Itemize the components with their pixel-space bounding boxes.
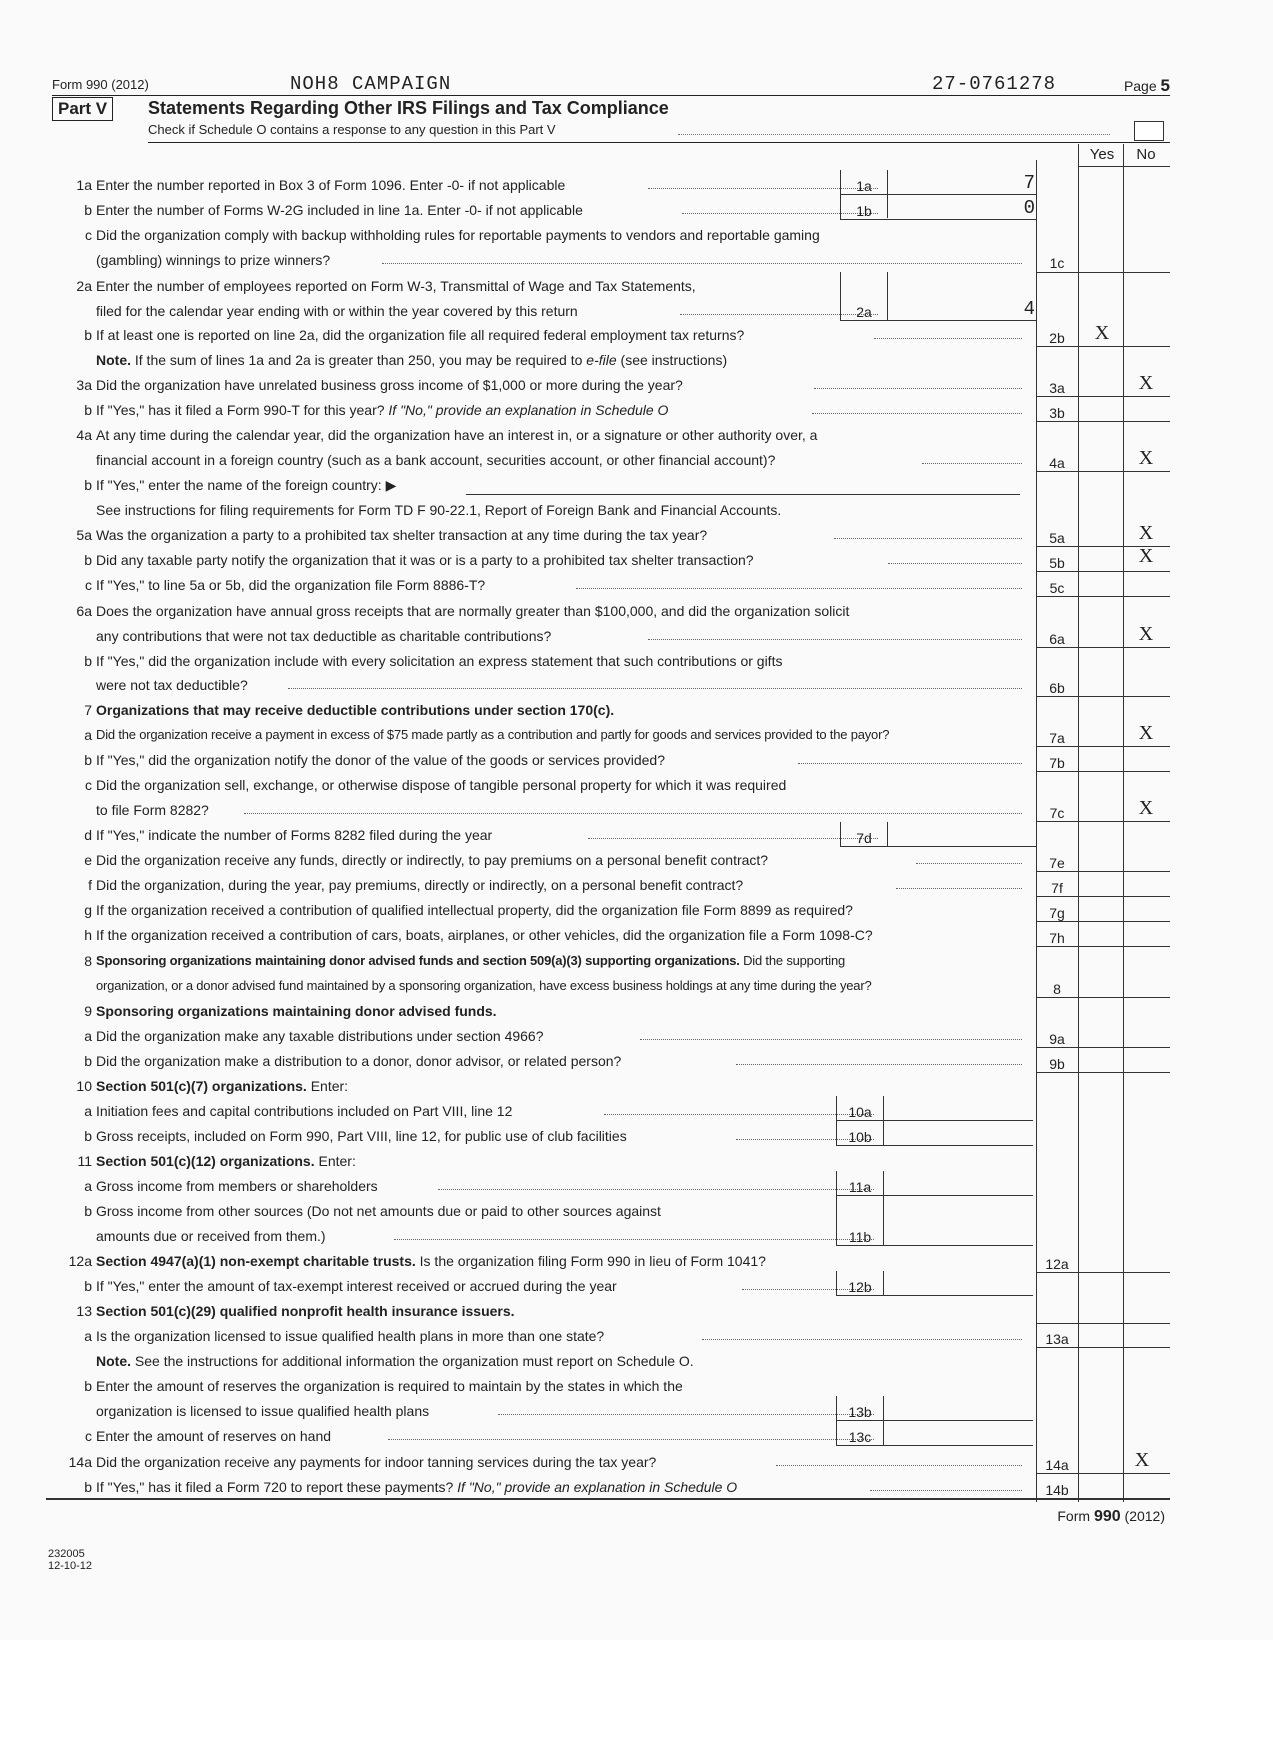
box-11a[interactable]: 11a: [836, 1171, 1033, 1196]
box-13b[interactable]: 13b: [836, 1396, 1033, 1421]
ein: 27-0761278: [932, 73, 1057, 95]
answer-7a-no[interactable]: X: [1138, 722, 1154, 744]
part-label: Part V: [52, 97, 113, 121]
footer-form-label: Form 990 (2012): [1057, 1508, 1165, 1525]
box-10b[interactable]: 10b: [836, 1121, 1033, 1146]
box-13c[interactable]: 13c: [836, 1421, 1033, 1446]
form-header: [52, 73, 1170, 96]
form-page: Form 990 (2012) NOH8 CAMPAIGN 27-0761278 Page 5 Part V Statements Regarding Other IRS Filings and Tax Compliance Check if Schedule O contains a response to any question in this Part V Yes No 1a Enter the number reported in Box 3 of Form 1096. Enter -0- if not applicable 1a 7 b Enter the number of Forms W-2G included in line 1a. Enter -0- if not applicable 1b 0 c Did the organization comply with backup withholding rules for reportable payments to vendors and reportable gaming (gambling) winnings to prize winners? 1c 2a Enter the number of employees reported on Form W-3, Transmittal of Wage and Tax Statements, filed for the calendar year ending with or within the year covered by this return 2a 4 b If at least one is reported on line 2a, did the organization file all required federal employment tax returns? 2b X Note. If the sum of lines 1a and 2a is greater than 250, you may be required to e-file (see instructions) 3a Did the organization have unrelated business gross income of $1,000 or more during the year? 3a X b If "Yes," has it filed a Form 990-T for this year? If "No," provide an explanation in Schedule O 3b 4a At any time during the calendar year, did the organization have an interest in, or a signature or other authority over, a financial account in a foreign country (such as a bank account, securities account, or other financial account)? 4a X b If "Yes," enter the name of the foreign country: ▶ See instructions for filing requirements for Form TD F 90-22.1, Report of Foreign Bank and Financial Accounts. 5a Was the organization a party to a prohibited tax shelter transaction at any time during the tax year? 5a X b Did any taxable party notify the organization that it was or is a party to a prohibited tax shelter transaction? 5b X c If "Yes," to line 5a or 5b, did the organization file Form 8886-T? 5c 6a Does the organization have annual gross receipts that are normally greater than $100,000, and did the organization solicit any contributions that were not tax deductible as charitable contributions? 6a X b If "Yes," did the organization include with every solicitation an express statement that such contributions or gifts were not tax deductible? 6b 7 Organizations that may receive deductible contributions under section 170(c). a Did the organization receive a payment in excess of $75 made partly as a contribution and partly for goods and services provided to the payor? 7a X b If "Yes," did the organization notify the donor of the value of the goods or services provided? 7b c Did the organization sell, exchange, or otherwise dispose of tangible personal property for which it was required to file Form 8282? 7c X d If "Yes," indicate the number of Forms 8282 filed during the year 7d e Did the organization receive any funds, directly or indirectly, to pay premiums on a personal benefit contract? 7e f Did the organization, during the year, pay premiums, directly or indirectly, on a personal benefit contract? 7f g If the organization received a contribution of qualified intellectual property, did the organization file Form 8899 as required? 7g h If the organization received a contribution of cars, boats, airplanes, or other vehicles, did the organization file a Form 1098-C? 7h 8 Sponsoring organizations maintaining donor advised funds and section 509(a)(3) supporting organizations. Did the supporting organization, or a donor advised fund maintained by a sponsoring organization, have excess business holdings at any time during the year? 8 9 Sponsoring organizations maintaining donor advised funds. a Did the organization make any taxable distributions under section 4966? 9a b Did the organization make a distribution to a donor, donor advisor, or related person? 9b 10 Section 501(c)(7) organizations. Enter: a Initiation fees and capital contributions included on Part VIII, line 12 10a b Gross receipts, included on Form 990, Part VIII, line 12, for public use of club facilities 10b 11 Section 501(c)(12) organizations. Enter: a Gross income from members or shareholders 11a b Gross income from other sources (Do not net amounts due or paid to other sources against amounts due or received from them.) 11b 12a Section 4947(a)(1) non-exempt charitable trusts. Is the organization filing Form 990 in lieu of Form 1041? 12a b If "Yes," enter the amount of tax-exempt interest received or accrued during the year 12b 13 Section 501(c)(29) qualified nonprofit health insurance issuers. a Is the organization licensed to issue qualified health plans in more than one state? 13a Note. See the instructions for additional information the organization must report on Schedule O. b Enter the amount of reserves the organization is required to maintain by the states in which the organization is licensed to issue qualified health plans 13b c Enter the amount of reserves on hand 13c 14a Did the organization receive any payments for indoor tanning services during the tax year? 14a X b If "Yes," has it filed a Form 720 to report these payments? If "No," provide an explanation in Schedule O 14b Form 990 (2012) 232005 12-10-12: [0, 0, 1273, 1640]
answer-14a-no[interactable]: X: [1134, 1449, 1150, 1471]
box-11b[interactable]: 11b: [836, 1196, 1033, 1246]
code-1c: 1c: [1049, 255, 1065, 271]
form-id: Form 990 (2012): [52, 77, 149, 92]
box-1b[interactable]: 1b 0: [840, 195, 1037, 220]
box-1a[interactable]: 1a 7: [840, 170, 1037, 195]
box-10a[interactable]: 10a: [836, 1096, 1033, 1121]
schedule-o-checkbox[interactable]: [1134, 121, 1164, 141]
answer-5a-no[interactable]: X: [1138, 522, 1154, 544]
organization-name: NOH8 CAMPAIGN: [290, 73, 452, 95]
box-2a[interactable]: 2a 4: [840, 272, 1037, 321]
scan-margin: [0, 1640, 1273, 1755]
answer-4a-no[interactable]: X: [1138, 447, 1154, 469]
part-heading: [52, 96, 1170, 122]
foreign-country-field[interactable]: [466, 494, 1020, 495]
answer-7c-no[interactable]: X: [1138, 797, 1154, 819]
page-number: Page 5: [1123, 76, 1170, 95]
box-12b[interactable]: 12b: [836, 1271, 1033, 1296]
yes-column-header: Yes: [1089, 146, 1115, 163]
schedule-o-check-text: Check if Schedule O contains a response to any question in this Part V: [148, 122, 556, 137]
footer-code: 232005 12-10-12: [48, 1548, 93, 1572]
box-7d[interactable]: 7d: [840, 822, 1037, 847]
answer-2b-yes[interactable]: X: [1094, 322, 1110, 344]
schedule-o-check-row: [148, 122, 1170, 143]
answer-6a-no[interactable]: X: [1138, 623, 1154, 645]
no-column-header: No: [1136, 146, 1156, 163]
answer-5b-no[interactable]: X: [1138, 545, 1154, 567]
answer-3a-no[interactable]: X: [1138, 372, 1154, 394]
part-title: Statements Regarding Other IRS Filings and Tax Compliance: [148, 98, 669, 118]
